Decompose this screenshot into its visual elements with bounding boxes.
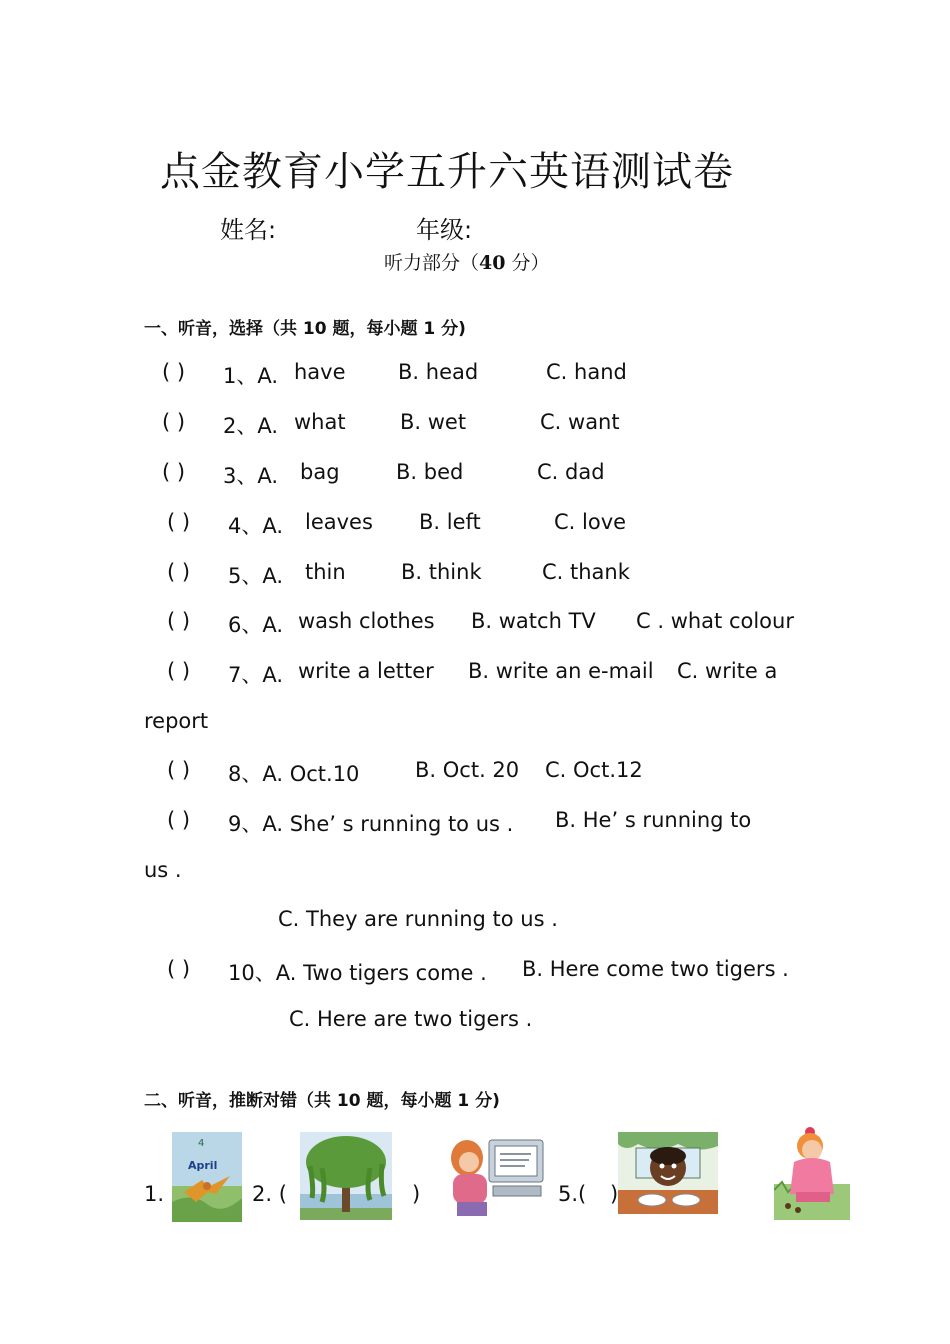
option-c: C. thank [542,560,630,584]
option-c: C. want [540,410,620,434]
item-number-2: 2. ( [252,1182,287,1206]
question-number: 5、A. [228,564,284,588]
answer-paren[interactable]: ( ) [162,360,186,384]
tree-picture [300,1132,392,1220]
option-b: B. head [398,360,479,384]
grade-label: 年级: [416,216,473,244]
item-number-5: 5.( [558,1182,587,1206]
option-b: B. Here come two tigers . [522,957,789,981]
name-label: 姓名: [220,216,277,244]
answer-paren[interactable]: ( ) [162,410,186,434]
option-b: B. think [401,560,482,584]
listening-pre: 听力部分（ [384,252,480,274]
option-b: B. He’ s running to [555,808,752,832]
planting-picture [774,1126,850,1220]
calendar-month: April [188,1159,218,1172]
question-number-option-a: 10、A. Two tigers come . [228,961,487,985]
answer-paren[interactable]: ( ) [167,758,191,782]
question-number: 7、A. [228,663,284,687]
listening-subtitle [384,248,550,275]
option-b: B. watch TV [471,609,596,633]
option-a: leaves [305,510,373,534]
option-a: thin [305,560,346,584]
calendar-picture [172,1132,242,1222]
question-number: 3、A. [223,464,279,488]
computer-picture [445,1132,547,1218]
option-b: B. left [419,510,481,534]
question-number-option-a: 8、A. Oct.10 [228,762,360,786]
option-b-continued: us . [144,858,182,882]
question-number: 6、A. [228,613,284,637]
option-c: C. Here are two tigers . [289,1007,533,1031]
option-c-continued: report [144,709,209,733]
option-b: B. write an e-mail [468,659,654,683]
option-c: C. They are running to us . [278,907,558,931]
answer-paren[interactable]: ( ) [167,957,191,981]
question-number: 4、A. [228,514,284,538]
option-b: B. wet [400,410,467,434]
listening-post: 分） [505,252,550,274]
option-c: C . what colour [636,609,794,633]
option-c: C. write a [677,659,778,683]
option-a: what [294,410,346,434]
listening-score: 40 [479,252,506,274]
answer-paren[interactable]: ( ) [167,659,191,683]
paren-close-2: ) [412,1182,421,1206]
page-title: 点金教育小学五升六英语测试卷 [160,149,734,195]
option-c: C. love [554,510,627,534]
paren-close-5: ) [610,1182,619,1206]
option-b: B. Oct. 20 [415,758,520,782]
item-number-1: 1. [144,1182,165,1206]
eating-picture [618,1132,718,1214]
question-number: 2、A. [223,414,279,438]
option-c: C. Oct.12 [545,758,643,782]
question-number-option-a: 9、A. She’ s running to us . [228,812,514,836]
option-a: wash clothes [298,609,435,633]
question-number: 1、A. [223,364,279,388]
option-a: have [294,360,346,384]
option-b: B. bed [396,460,464,484]
option-c: C. hand [546,360,627,384]
calendar-number: 4 [198,1138,205,1149]
option-c: C. dad [537,460,605,484]
section1-title: 一、听音，选择（共 10 题，每小题 1 分) [144,319,466,339]
answer-paren[interactable]: ( ) [167,510,191,534]
section2-title: 二、听音，推断对错（共 10 题，每小题 1 分) [144,1091,500,1111]
answer-paren[interactable]: ( ) [167,609,191,633]
answer-paren[interactable]: ( ) [167,808,191,832]
answer-paren[interactable]: ( ) [162,460,186,484]
option-a: write a letter [298,659,434,683]
answer-paren[interactable]: ( ) [167,560,191,584]
option-a: bag [300,460,340,484]
